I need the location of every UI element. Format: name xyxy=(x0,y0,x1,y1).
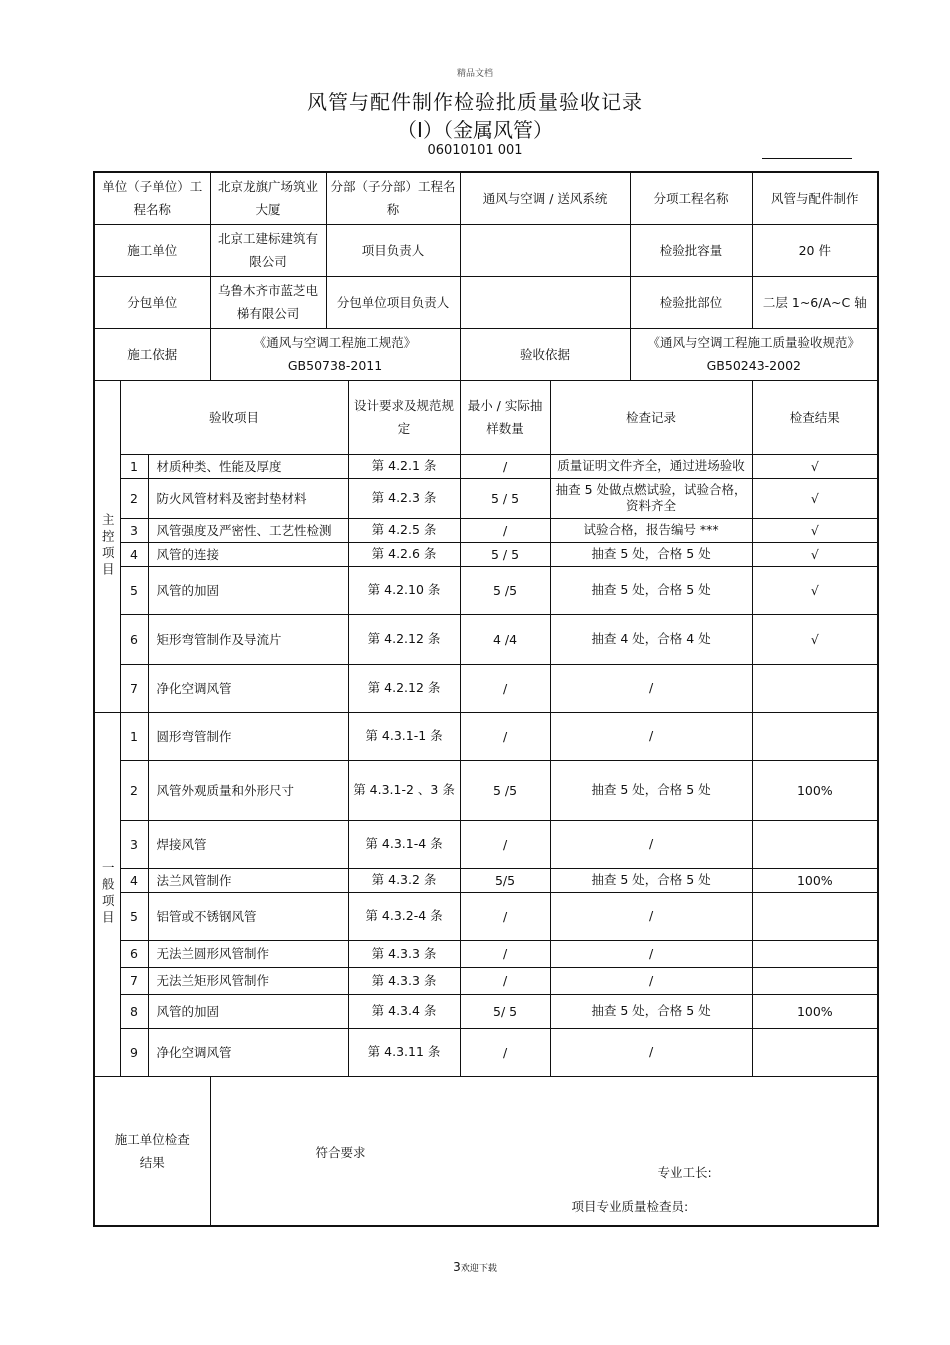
row-sample: 5 / 5 xyxy=(460,542,550,566)
row-record: 抽查 5 处，合格 5 处 xyxy=(550,760,752,820)
row-number: 4 xyxy=(120,868,148,892)
row-result: 100% xyxy=(752,868,878,892)
foreman-label: 专业工长: xyxy=(657,1164,712,1180)
accept-value-line2: GB50243-2002 xyxy=(706,358,801,373)
accept-value-line1: 《通风与空调工程施工质量验收规范》 xyxy=(647,335,861,350)
row-item: 净化空调风管 xyxy=(148,664,348,712)
division-label: 分部（子分部）工程名称 xyxy=(326,172,460,224)
col-spec: 设计要求及规范规定 xyxy=(348,380,460,454)
row-result xyxy=(752,664,878,712)
col-sample: 最小 / 实际抽样数量 xyxy=(460,380,550,454)
row-sample: / xyxy=(460,518,550,542)
row-record: / xyxy=(550,664,752,712)
row-spec: 第 4.2.3 条 xyxy=(348,478,460,518)
inspector-label: 项目专业质量检查员: xyxy=(571,1198,689,1214)
location-value: 二层 1~6/A~C 轴 xyxy=(752,276,878,328)
row-spec: 第 4.3.1-4 条 xyxy=(348,820,460,868)
row-sample: 5/ 5 xyxy=(460,994,550,1028)
row-item: 净化空调风管 xyxy=(148,1028,348,1076)
row-result: 100% xyxy=(752,760,878,820)
basis-value-line1: 《通风与空调工程施工规范》 xyxy=(253,335,417,350)
row-result xyxy=(752,820,878,868)
row-sample: / xyxy=(460,664,550,712)
capacity-value: 20 件 xyxy=(752,224,878,276)
info-row-3 xyxy=(94,276,878,328)
col-item: 验收项目 xyxy=(120,380,348,454)
row-number: 6 xyxy=(120,940,148,967)
row-result xyxy=(752,967,878,994)
sub-value: 乌鲁木齐市蓝芝电梯有限公司 xyxy=(210,276,326,328)
signoff-body xyxy=(210,1076,878,1226)
table-row xyxy=(94,994,878,1028)
table-row xyxy=(94,1028,878,1076)
sub-label: 分包单位 xyxy=(94,276,210,328)
row-spec: 第 4.3.1-2 、3 条 xyxy=(348,760,460,820)
row-sample: 5 / 5 xyxy=(460,478,550,518)
row-result: 100% xyxy=(752,994,878,1028)
row-number: 8 xyxy=(120,994,148,1028)
watermark-header: 精品文档 xyxy=(456,69,493,79)
row-result: √ xyxy=(752,518,878,542)
row-result xyxy=(752,712,878,760)
col-result: 检查结果 xyxy=(752,380,878,454)
page-footer xyxy=(0,1260,950,1274)
row-record: 抽查 5 处，合格 5 处 xyxy=(550,542,752,566)
row-spec: 第 4.3.11 条 xyxy=(348,1028,460,1076)
record-code: 06010101 001 xyxy=(427,143,523,158)
basis-value xyxy=(210,328,460,380)
row-spec: 第 4.3.3 条 xyxy=(348,940,460,967)
row-record: 抽查 5 处做点燃试验，试验合格，资料齐全 xyxy=(550,478,752,518)
row-result: √ xyxy=(752,454,878,478)
info-row-4 xyxy=(94,328,878,380)
row-item: 铝管或不锈钢风管 xyxy=(148,892,348,940)
pm-value xyxy=(460,224,630,276)
row-spec: 第 4.2.1 条 xyxy=(348,454,460,478)
table-row xyxy=(94,614,878,664)
row-spec: 第 4.2.12 条 xyxy=(348,614,460,664)
row-number: 4 xyxy=(120,542,148,566)
row-result: √ xyxy=(752,542,878,566)
row-number: 5 xyxy=(120,892,148,940)
table-row xyxy=(94,967,878,994)
row-item: 矩形弯管制作及导流片 xyxy=(148,614,348,664)
row-number: 9 xyxy=(120,1028,148,1076)
row-sample: / xyxy=(460,820,550,868)
row-number: 2 xyxy=(120,760,148,820)
row-sample: / xyxy=(460,712,550,760)
record-table xyxy=(93,171,879,1227)
row-number: 1 xyxy=(120,712,148,760)
row-spec: 第 4.3.4 条 xyxy=(348,994,460,1028)
row-record: / xyxy=(550,820,752,868)
row-item: 材质种类、性能及厚度 xyxy=(148,454,348,478)
row-sample: / xyxy=(460,892,550,940)
row-sample: 5 /5 xyxy=(460,566,550,614)
page-title: 风管与配件制作检验批质量验收记录 xyxy=(307,90,643,114)
row-record: 抽查 4 处，合格 4 处 xyxy=(550,614,752,664)
row-item: 风管强度及严密性、工艺性检测 xyxy=(148,518,348,542)
table-row xyxy=(94,566,878,614)
constructor-label: 施工单位 xyxy=(94,224,210,276)
row-sample: 5 /5 xyxy=(460,760,550,820)
row-item: 风管的连接 xyxy=(148,542,348,566)
row-sample: 5/5 xyxy=(460,868,550,892)
accept-label: 验收依据 xyxy=(460,328,630,380)
footer-text: 欢迎下载 xyxy=(460,1264,497,1274)
pm-label: 项目负责人 xyxy=(326,224,460,276)
accept-value xyxy=(630,328,878,380)
general-section-label: 一般项目 xyxy=(94,712,120,1076)
row-spec: 第 4.2.5 条 xyxy=(348,518,460,542)
row-number: 6 xyxy=(120,614,148,664)
column-header-row xyxy=(94,380,878,454)
row-spec: 第 4.3.1-1 条 xyxy=(348,712,460,760)
capacity-label: 检验批容量 xyxy=(630,224,752,276)
row-record: 抽查 5 处，合格 5 处 xyxy=(550,566,752,614)
row-spec: 第 4.3.3 条 xyxy=(348,967,460,994)
row-number: 7 xyxy=(120,967,148,994)
table-row xyxy=(94,760,878,820)
table-row xyxy=(94,868,878,892)
row-spec: 第 4.2.10 条 xyxy=(348,566,460,614)
location-label: 检验批部位 xyxy=(630,276,752,328)
row-item: 圆形弯管制作 xyxy=(148,712,348,760)
sub-pm-label: 分包单位项目负责人 xyxy=(326,276,460,328)
division-value: 通风与空调 / 送风系统 xyxy=(460,172,630,224)
unit-label: 单位（子单位）工程名称 xyxy=(94,172,210,224)
row-number: 3 xyxy=(120,518,148,542)
info-row-2 xyxy=(94,224,878,276)
constructor-value: 北京工建标建筑有限公司 xyxy=(210,224,326,276)
row-item: 无法兰圆形风管制作 xyxy=(148,940,348,967)
row-spec: 第 4.3.2-4 条 xyxy=(348,892,460,940)
row-result xyxy=(752,892,878,940)
row-record: 抽查 5 处，合格 5 处 xyxy=(550,868,752,892)
table-row xyxy=(94,542,878,566)
row-result: √ xyxy=(752,478,878,518)
row-spec: 第 4.2.12 条 xyxy=(348,664,460,712)
table-row xyxy=(94,940,878,967)
main-section-label: 主控项目 xyxy=(94,380,120,712)
row-result xyxy=(752,1028,878,1076)
row-sample: / xyxy=(460,1028,550,1076)
basis-label: 施工依据 xyxy=(94,328,210,380)
row-result xyxy=(752,940,878,967)
table-row xyxy=(94,820,878,868)
row-number: 1 xyxy=(120,454,148,478)
row-spec: 第 4.2.6 条 xyxy=(348,542,460,566)
table-row xyxy=(94,712,878,760)
subitem-value: 风管与配件制作 xyxy=(752,172,878,224)
table-row xyxy=(94,892,878,940)
row-record: / xyxy=(550,712,752,760)
signoff-label: 施工单位检查结果 xyxy=(94,1076,210,1226)
row-record: / xyxy=(550,967,752,994)
row-sample: 4 /4 xyxy=(460,614,550,664)
row-number: 7 xyxy=(120,664,148,712)
page-number: 3 xyxy=(453,1260,461,1274)
row-record: 质量证明文件齐全，通过进场验收 xyxy=(550,454,752,478)
row-number: 5 xyxy=(120,566,148,614)
row-item: 风管外观质量和外形尺寸 xyxy=(148,760,348,820)
row-number: 2 xyxy=(120,478,148,518)
row-item: 焊接风管 xyxy=(148,820,348,868)
row-item: 无法兰矩形风管制作 xyxy=(148,967,348,994)
row-item: 法兰风管制作 xyxy=(148,868,348,892)
row-record: 试验合格，报告编号 *** xyxy=(550,518,752,542)
subitem-label: 分项工程名称 xyxy=(630,172,752,224)
info-row-1 xyxy=(94,172,878,224)
row-record: / xyxy=(550,1028,752,1076)
row-sample: / xyxy=(460,454,550,478)
sub-pm-value xyxy=(460,276,630,328)
row-number: 3 xyxy=(120,820,148,868)
row-sample: / xyxy=(460,940,550,967)
row-result: √ xyxy=(752,566,878,614)
table-row xyxy=(94,454,878,478)
table-row xyxy=(94,518,878,542)
row-sample: / xyxy=(460,967,550,994)
row-record: 抽查 5 处，合格 5 处 xyxy=(550,994,752,1028)
row-item: 风管的加固 xyxy=(148,994,348,1028)
row-record: / xyxy=(550,940,752,967)
table-row xyxy=(94,664,878,712)
row-spec: 第 4.3.2 条 xyxy=(348,868,460,892)
col-record: 检查记录 xyxy=(550,380,752,454)
row-item: 风管的加固 xyxy=(148,566,348,614)
row-record: / xyxy=(550,892,752,940)
table-row xyxy=(94,478,878,518)
page-subtitle: （Ⅰ）（金属风管） xyxy=(397,118,553,142)
basis-value-line2: GB50738-2011 xyxy=(287,358,383,373)
row-item: 防火风管材料及密封垫材料 xyxy=(148,478,348,518)
code-underline xyxy=(762,158,852,159)
signoff-row xyxy=(94,1076,878,1226)
row-result: √ xyxy=(752,614,878,664)
signoff-conclusion: 符合要求 xyxy=(315,1144,366,1160)
unit-value: 北京龙旗广场筑业大厦 xyxy=(210,172,326,224)
